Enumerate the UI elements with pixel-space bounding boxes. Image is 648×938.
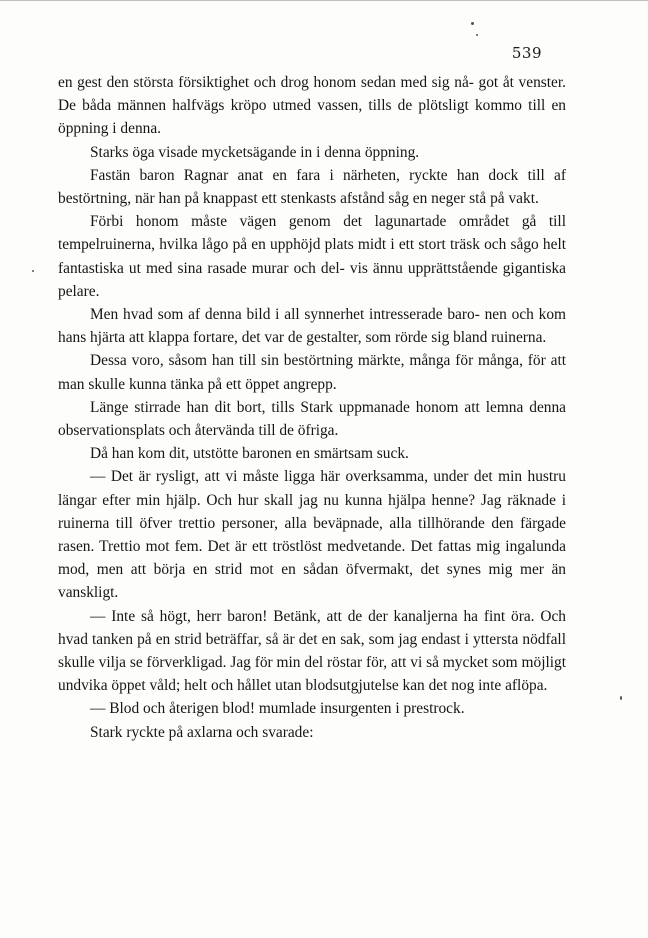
paragraph-2: Starks öga visade mycketsägande in i denna öppning. [90, 143, 420, 161]
paragraph-3: Fastän baron Ragnar anat en fara i närheten, ryckte han dock till af bestörtning, när han på knappast ett stenkasts afstånd såg en neger stå på vakt. [58, 166, 566, 208]
paragraph-5: Men hvad som af denna bild i all synnerhet intresserade baro- nen och kom hans hjärta att klappa fortare, det var de gestalter, som rörde sig bland ruinerna. [58, 306, 566, 347]
paper-speck [471, 22, 474, 25]
paper-speck [620, 696, 622, 700]
paragraph-9: — Det är rysligt, att vi måste ligga här overksamma, under det min hustru längar efter min hjälp. Och hur skall jag nu kunna hjälpa henne? Jag räknade i ruinerna till öfver trettio personer, alla beväpnade, alla tillhörande den färgade rasen. Trettio mot fem. Det är ett tröstlöst medvetande. Det fattas mig ingalunda mod, men att börja en strid mot en sådan öfvermakt, det synes mig mer än vanskligt. [58, 468, 566, 602]
paragraph-7: Länge stirrade han dit bort, tills Stark uppmanade honom att lemna denna observationsplats och återvända till de öfriga. [58, 398, 566, 440]
paragraph-8: Då han kom dit, utstötte baronen en smärtsam suck. [90, 445, 409, 463]
paragraph-4: Förbi honom måste vägen genom det lagunartade området gå till tempelruinerna, hvilka lågo på en upphöjd plats midt i ett stort träsk och sågo helt fantastiska ut med sina rasade murar och del- vis ännu upprättstående gigantiska pelare. [58, 213, 566, 300]
page-top-edge [0, 0, 648, 7]
paper-speck [476, 34, 478, 36]
paragraph-1: en gest den största försiktighet och drog honom sedan med sig nå- got åt venster. De båda männen halfvägs kröpo utmed vassen, tills de plötsligt kommo till en öppning i denna. [58, 74, 566, 138]
paragraph-10: — Inte så högt, herr baron! Betänk, att de der kanaljerna ha fint öra. Och hvad tanken på en strid beträffar, så är det en sak, som jag endast i yttersta nödfall skulle vilja se förverkligad. Jag för min del röstar för, att vi så mycket som möjligt undvika öppet våld; helt och hållet utan blodsutgjutelse kan det nog inte aflöpa. [58, 607, 566, 695]
page-number: 539 [511, 44, 542, 62]
paragraph-11: — Blod och återigen blod! mumlade insurgenten i prestrock. [90, 700, 465, 718]
paper-speck [32, 270, 34, 272]
paragraph-6: Dessa voro, såsom han till sin bestörtning märkte, många för många, för att man skulle kunna tänka på ett öppet angrepp. [58, 352, 566, 393]
body-text [58, 71, 566, 744]
paragraph-12: Stark ryckte på axlarna och svarade: [90, 723, 314, 741]
